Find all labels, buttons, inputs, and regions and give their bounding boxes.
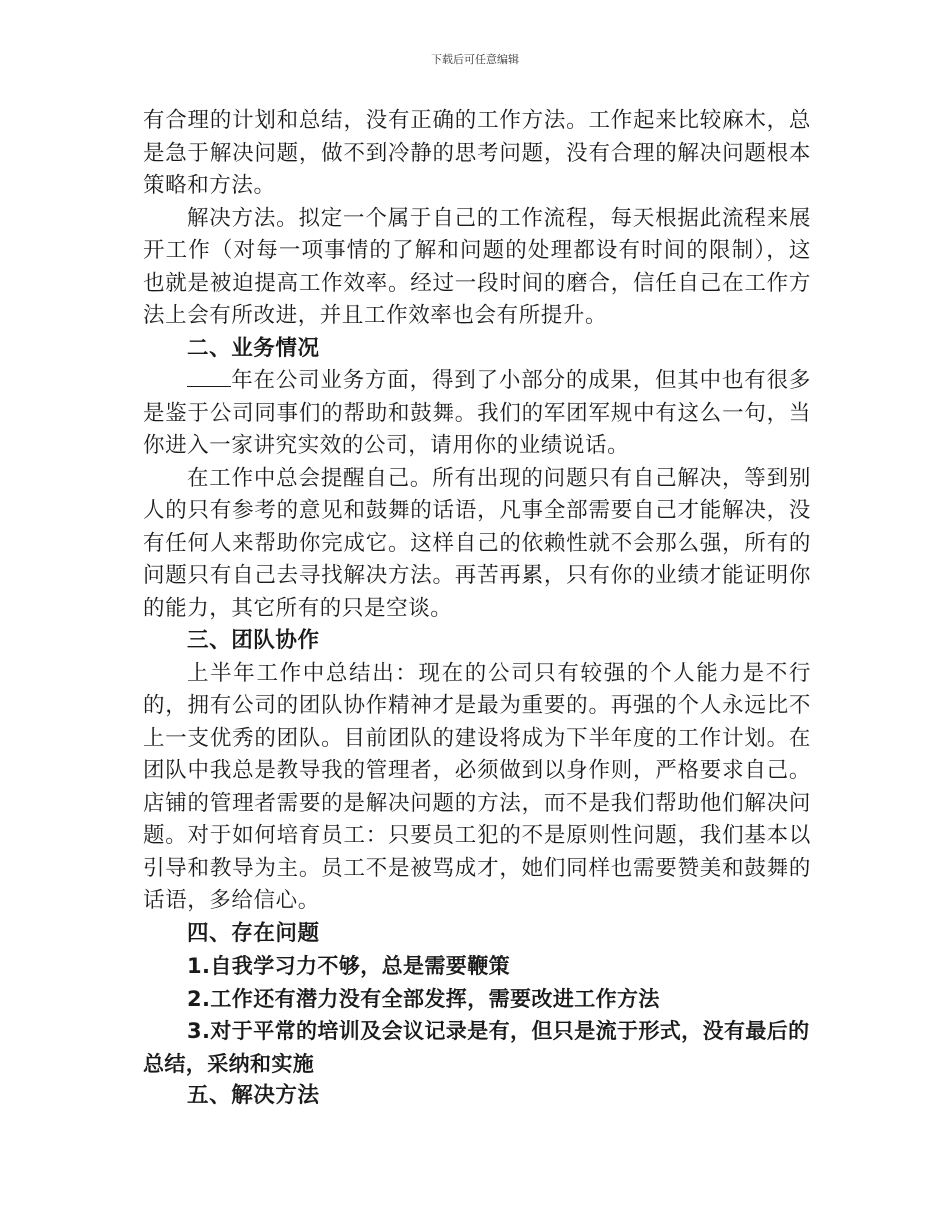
year-blank	[187, 366, 231, 387]
section-heading-5: 五、解决方法	[187, 1083, 320, 1108]
paragraph-5: 上半年工作中总结出：现在的公司只有较强的个人能力是不行的，拥有公司的团队协作精神才是最为重要的。再强的个人永远比不上一支优秀的团队。目前团队的建设将成为下半年度的工作计划。在团队中我总是教导我的管理者，必须做到以身作则，严格要求自己。店铺的管理者需要的是解决问题的方法，而不是我们帮助他们解决问题。对于如何培育员工：只要员工犯的不是原则性问题，我们基本以引导和教导为主。员工不是被骂成才，她们同样也需要赞美和鼓舞的话语，多给信心。	[143, 660, 811, 913]
document-body	[143, 105, 811, 1113]
section-heading-4: 四、存在问题	[187, 920, 320, 946]
section-heading-2: 二、业务情况	[187, 335, 320, 361]
page-header-note: 下载后可任意编辑	[431, 53, 519, 66]
issue-item-1: 1.自我学习力不够，总是需要鞭策	[187, 954, 510, 978]
issue-item-3: 3.对于平常的培训及会议记录是有，但只是流于形式，没有最后的总结，采纳和实施	[143, 1019, 810, 1076]
paragraph-4: 在工作中总会提醒自己。所有出现的问题只有自己解决，等到别人的只有参考的意见和鼓舞的话语，凡事全部需要自己才能解决，没有任何人来帮助你完成它。这样自己的依赖性就不会那么强，所有的问题只有自己去寻找解决方法。再苦再累，只有你的业绩才能证明你的能力，其它所有的只是空谈。	[143, 465, 811, 621]
paragraph-3-text: 年在公司业务方面，得到了小部分的成果，但其中也有很多是鉴于公司同事们的帮助和鼓舞。我们的军团军规中有这么一句，当你进入一家讲究实效的公司，请用你的业绩说话。	[143, 368, 811, 458]
section-heading-3: 三、团队协作	[187, 628, 320, 653]
paragraph-1: 有合理的计划和总结，没有正确的工作方法。工作起来比较麻木，总是急于解决问题，做不到冷静的思考问题，没有合理的解决问题根本策略和方法。	[143, 108, 811, 198]
paragraph-2: 解决方法。拟定一个属于自己的工作流程，每天根据此流程来展开工作（对每一项事情的了解和问题的处理都设有时间的限制），这也就是被迫提高工作效率。经过一段时间的磨合，信任自己在工作方法上会有所改进，并且工作效率也会有所提升。	[143, 205, 811, 328]
paragraph-3	[143, 365, 811, 463]
issue-item-2: 2.工作还有潜力没有全部发挥，需要改进工作方法	[187, 986, 660, 1011]
